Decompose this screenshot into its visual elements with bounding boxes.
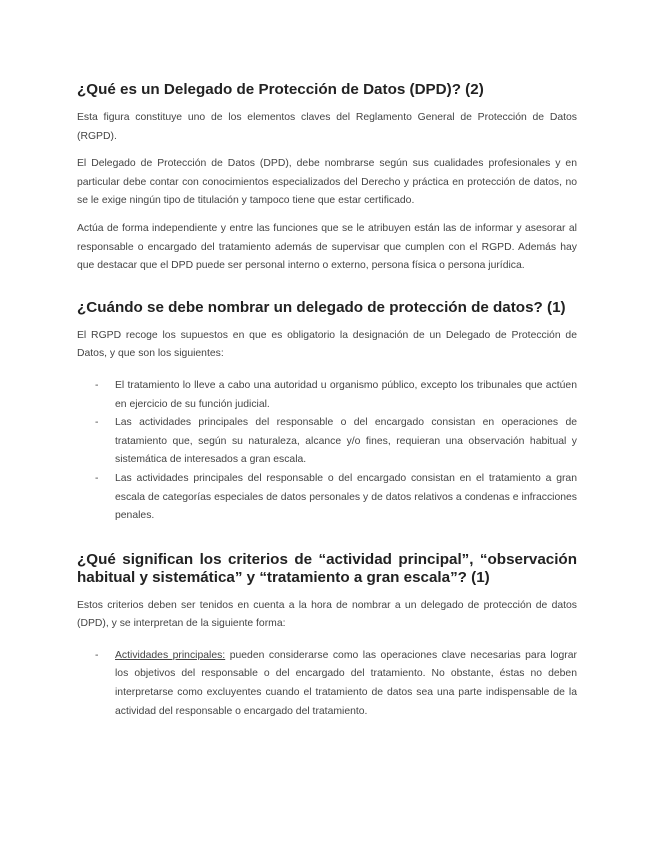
bullet-marker: - — [95, 417, 99, 429]
term-label: Actividades principales: — [115, 649, 226, 661]
list-item-text: Las actividades principales del responsable o del encargado consistan en el tratamiento a gran escala de categorías especiales de datos personales y de datos relativos a condenas e infracciones penales. — [115, 472, 577, 522]
paragraph: Estos criterios deben ser tenidos en cuenta a la hora de nombrar a un delegado de protección de datos (DPD), y se interpretan de la siguiente forma: — [77, 599, 577, 630]
list-item — [77, 377, 577, 414]
section-heading-criteria: ¿Qué significan los criterios de “actividad principal”, “observación habitual y sistemática” y “tratamiento a gran escala”? (1) — [77, 550, 577, 586]
paragraph: Actúa de forma independiente y entre las funciones que se le atribuyen están las de informar y asesorar al responsable o encargado del tratamiento además de supervisar que cumplen con el RGPD. Además hay que destacar que el DPD puede ser personal interno o externo, persona física o persona jurídica. — [77, 222, 577, 272]
section-heading-what-is-dpd: ¿Qué es un Delegado de Protección de Datos (DPD)? (2) — [77, 81, 484, 98]
list-item — [77, 647, 577, 721]
list-item-text: El tratamiento lo lleve a cabo una autoridad u organismo público, excepto los tribunales que actúen en ejercicio de su función judicial. — [115, 379, 577, 410]
bullet-marker: - — [95, 649, 99, 661]
document-page — [77, 81, 577, 721]
list-item-text: pueden considerarse como las operaciones clave necesarias para lograr los objetivos del responsable o del encargado del tratamiento. No obstante, éstas no deben interpretarse como excluyentes cuando el tratamiento de datos sea una parte indispensable de la actividad del responsable o encargado del tratamiento. — [115, 649, 577, 717]
bullet-list — [77, 377, 577, 526]
bullet-list — [77, 647, 577, 721]
list-item — [77, 470, 577, 526]
section-heading-when-to-appoint: ¿Cuándo se debe nombrar un delegado de protección de datos? (1) — [77, 298, 566, 316]
paragraph: El Delegado de Protección de Datos (DPD), debe nombrarse según sus cualidades profesionales y en particular debe contar con conocimientos especializados del Derecho y práctica en protección de datos, no se le exige ningún tipo de titulación y tampoco tiene que estar certificado. — [77, 158, 577, 207]
list-item — [77, 414, 577, 470]
bullet-marker: - — [95, 379, 99, 391]
paragraph: El RGPD recoge los supuestos en que es obligatorio la designación de un Delegado de Protección de Datos, y que son los siguientes: — [77, 329, 577, 360]
bullet-marker: - — [95, 472, 99, 484]
paragraph: Esta figura constituye uno de los elementos claves del Reglamento General de Protección de Datos (RGPD). — [77, 112, 577, 142]
list-item-text: Las actividades principales del responsable o del encargado consistan en operaciones de tratamiento que, según su naturaleza, alcance y/o fines, requieran una observación habitual y sistemática de interesados a gran escala. — [115, 417, 577, 466]
